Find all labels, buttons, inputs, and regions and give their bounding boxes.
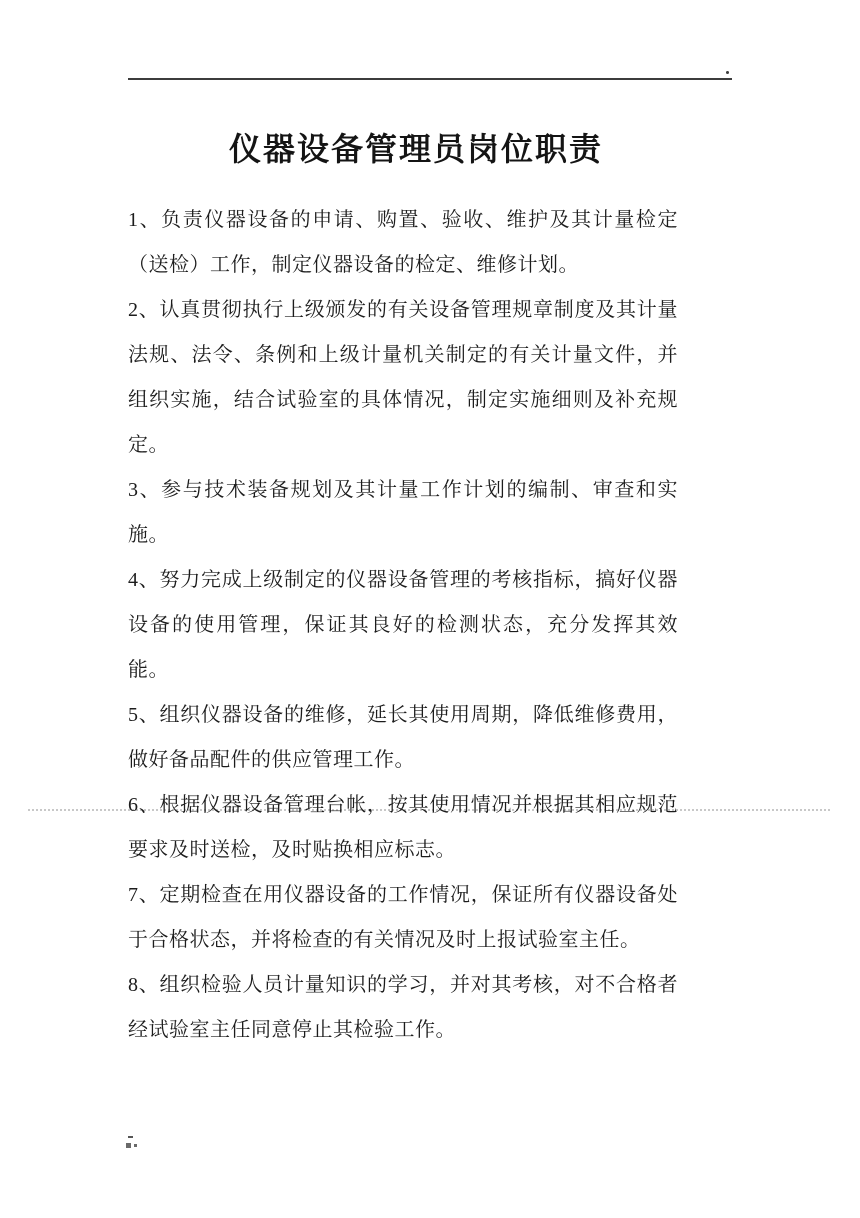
- duty-item-6: 6、根据仪器设备管理台帐，按其使用情况并根据其相应规范要求及时送检，及时贴换相应标志。: [128, 794, 678, 861]
- duty-item-1: 1、负责仪器设备的申请、购置、验收、维护及其计量检定（送检）工作，制定仪器设备的检定、维修计划。: [128, 209, 678, 276]
- page-title: 仪器设备管理员岗位职责: [228, 131, 603, 168]
- smudge-dash: [128, 1136, 133, 1138]
- header-dot-artifact: [726, 71, 729, 74]
- duty-item-2: 2、认真贯彻执行上级颁发的有关设备管理规章制度及其计量法规、法令、条例和上级计量机关制定的有关计量文件，并组织实施，结合试验室的具体情况，制定实施细则及补充规定。: [128, 299, 678, 456]
- header-rule: [128, 78, 732, 80]
- duty-item-7: 7、定期检查在用仪器设备的工作情况，保证所有仪器设备处于合格状态，并将检查的有关情况及时上报试验室主任。: [128, 884, 678, 951]
- smudge-dot: [126, 1143, 131, 1148]
- smudge-dot: [134, 1144, 137, 1147]
- duty-item-8: 8、组织检验人员计量知识的学习，并对其考核，对不合格者经试验室主任同意停止其检验工作。: [128, 974, 678, 1041]
- smudge-artifact: [126, 1135, 140, 1149]
- duty-item-5: 5、组织仪器设备的维修，延长其使用周期，降低维修费用，做好备品配件的供应管理工作。: [128, 704, 678, 771]
- document-body: [128, 198, 678, 1053]
- duty-item-3: 3、参与技术装备规划及其计量工作计划的编制、审查和实施。: [128, 479, 678, 546]
- duty-item-4: 4、努力完成上级制定的仪器设备管理的考核指标，搞好仪器设备的使用管理，保证其良好的检测状态，充分发挥其效能。: [128, 569, 678, 681]
